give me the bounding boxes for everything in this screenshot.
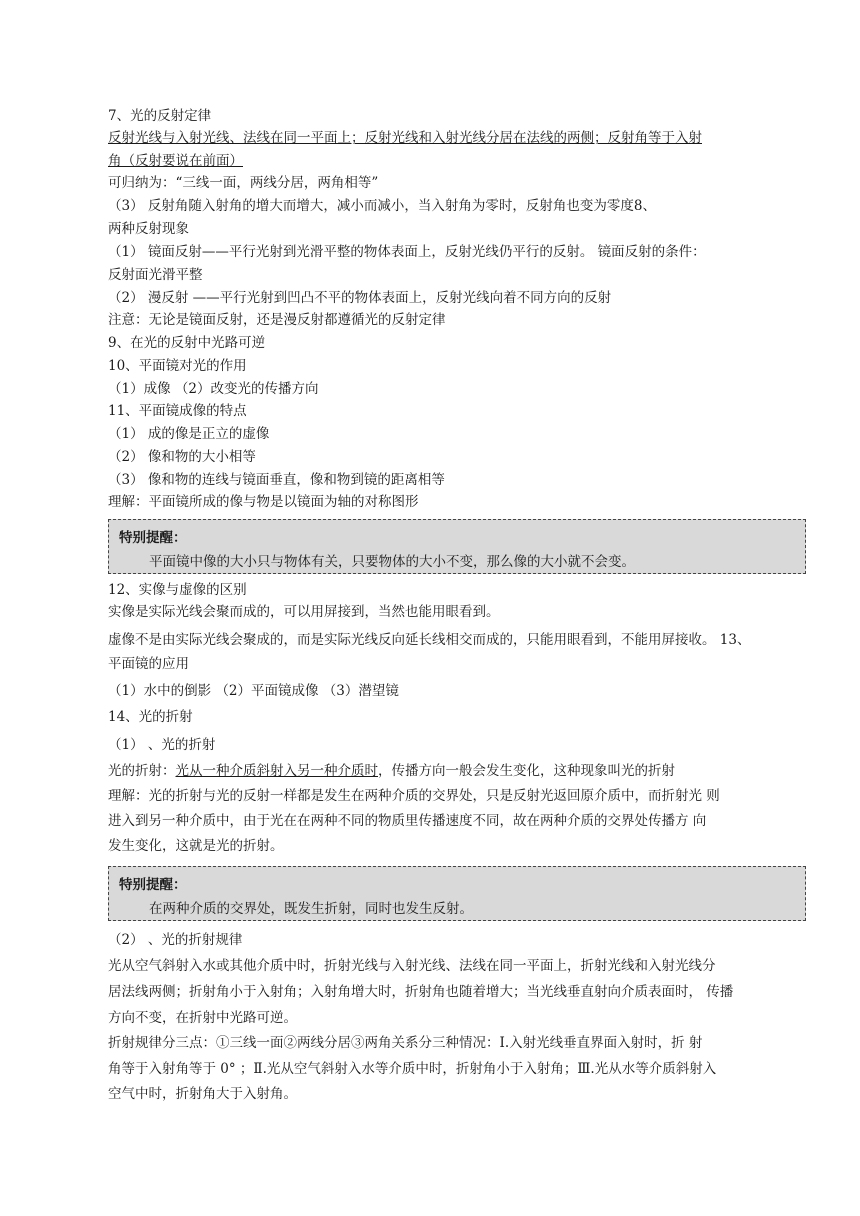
plane-mirror-effects: （1）成像 （2）改变光的传播方向: [108, 381, 319, 397]
refraction-understanding-3: 发生变化，这就是光的折射。: [108, 838, 284, 854]
heading-reflection-law: 7、光的反射定律: [108, 108, 212, 124]
refraction-points-3: 空气中时，折射角大于入射角。: [108, 1086, 297, 1102]
real-image-text: 实像是实际光线会聚而成的，可以用屏接到，当然也能用眼看到。: [108, 604, 500, 620]
feature-1: （1） 成的像是正立的虚像: [108, 426, 270, 442]
refraction-rule-2: 居法线两侧；折射角小于入射角；入射角增大时，折射角也随着增大；当光线垂直射向介质表面时， 传播: [108, 984, 734, 1000]
tip-title: 特别提醒：: [119, 877, 187, 893]
feature-3: （3） 像和物的连线与镜面垂直，像和物到镜的距离相等: [108, 472, 445, 488]
feature-2: （2） 像和物的大小相等: [108, 449, 256, 465]
heading-real-virtual: 12、实像与虚像的区别: [108, 582, 247, 598]
summary-line: 可归纳为：“三线一面，两线分居，两角相等”: [108, 175, 379, 191]
tip-body: 在两种介质的交界处，既发生折射，同时也发生反射。: [149, 901, 473, 917]
tip-box-refraction: [108, 866, 806, 921]
heading-reversible-path: 9、在光的反射中光路可逆: [108, 335, 266, 351]
definition-rest: ，传播方向一般会发生变化，这种现象叫光的折射: [378, 763, 675, 779]
definition-label: 光的折射：: [108, 763, 176, 779]
refraction-understanding-2: 进入到另一种介质中，由于光在在两种不同的物质里传播速度不同，故在两种介质的交界处传播方 向: [108, 813, 707, 829]
refraction-sub-2: （2） 、光的折射规律: [108, 932, 243, 948]
refraction-definition: [108, 761, 675, 781]
reflection-law-text: 反射光线与入射光线、法线在同一平面上；反射光线和入射光线分居在法线的两侧；反射角等于入射: [108, 130, 702, 146]
heading-two-reflections: 两种反射现象: [108, 221, 189, 237]
specular-condition: 反射面光滑平整: [108, 267, 203, 283]
virtual-image-text: 虚像不是由实际光线会聚成的，而是实际光线反向延长线相交而成的，只能用眼看到，不能用屏接收。 13、: [108, 632, 751, 648]
refraction-understanding-1: 理解：光的折射与光的反射一样都是发生在两种介质的交界处，只是反射光返回原介质中，而折射光 则: [108, 788, 720, 804]
refraction-points-1: 折射规律分三点：①三线一面②两线分居③两角关系分三种情况：Ⅰ.入射光线垂直界面入射时，折 射: [108, 1035, 703, 1051]
heading-refraction: 14、光的折射: [108, 709, 193, 725]
refraction-sub-1: （1） 、光的折射: [108, 737, 216, 753]
heading-plane-mirror-uses: 平面镜的应用: [108, 656, 189, 672]
refraction-rule-3: 方向不变，在折射中光路可逆。: [108, 1010, 297, 1026]
tip-box-mirror: [108, 519, 806, 574]
tip-title: 特别提醒：: [119, 530, 187, 546]
refraction-rule-1: 光从空气斜射入水或其他介质中时，折射光线与入射光线、法线在同一平面上，折射光线和入射光线分: [108, 958, 716, 974]
diffuse-reflection: （2） 漫反射 ——平行光射到凹凸不平的物体表面上，反射光线向着不同方向的反射: [108, 290, 612, 306]
definition-key-phrase: 光从一种介质斜射入另一种介质时: [175, 763, 378, 779]
reflection-law-text-cont: 角（反射要说在前面）: [108, 153, 243, 169]
heading-plane-mirror-effect: 10、平面镜对光的作用: [108, 358, 247, 374]
tip-body: 平面镜中像的大小只与物体有关，只要物体的大小不变，那么像的大小就不会变。: [149, 554, 635, 570]
specular-reflection: （1） 镜面反射——平行光射到光滑平整的物体表面上，反射光线仍平行的反射。 镜面反射的条件：: [108, 244, 706, 260]
heading-plane-mirror-features: 11、平面镜成像的特点: [108, 403, 247, 419]
plane-mirror-uses: （1）水中的倒影 （2）平面镜成像 （3）潜望镜: [108, 683, 399, 699]
understanding-symmetry: 理解：平面镜所成的像与物是以镜面为轴的对称图形: [108, 494, 419, 510]
note-line: 注意：无论是镜面反射，还是漫反射都遵循光的反射定律: [108, 312, 446, 328]
refraction-points-2: 角等于入射角等于 0° ；Ⅱ.光从空气斜射入水等介质中时，折射角小于入射角；Ⅲ.光从水等介质斜射入: [108, 1061, 717, 1077]
item-3-reflection-angle: （3） 反射角随入射角的增大而增大，减小而减小，当入射角为零时，反射角也变为零度8、: [108, 198, 656, 214]
